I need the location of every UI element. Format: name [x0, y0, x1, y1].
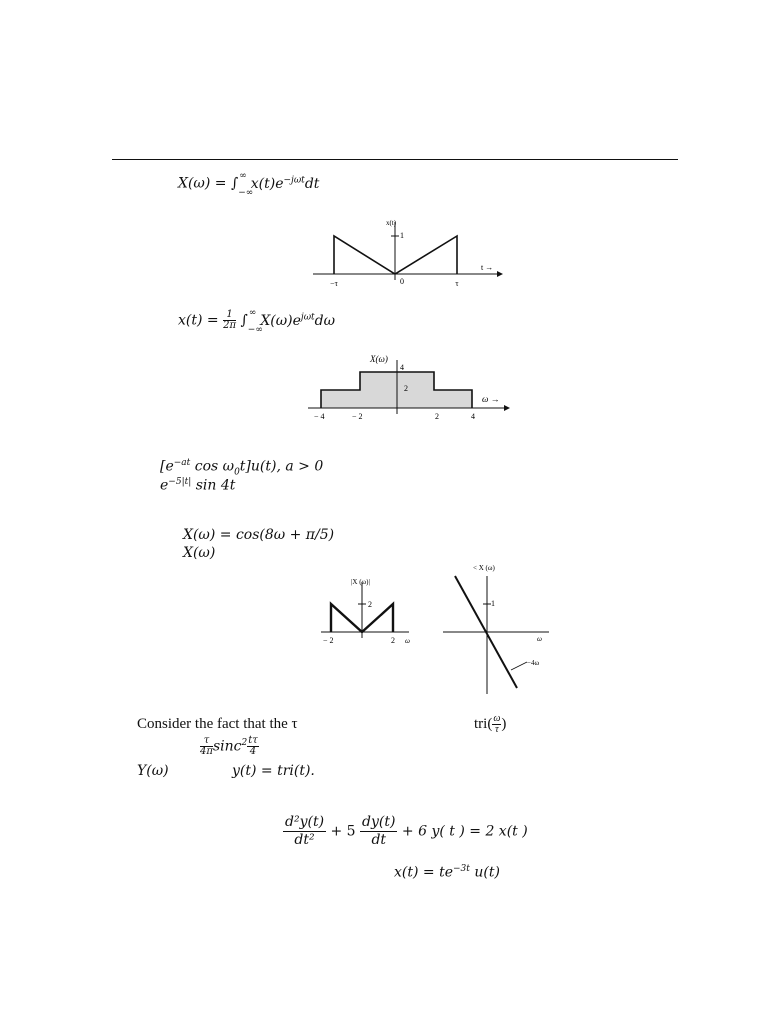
inverse-lhs: x(t) = [178, 312, 219, 329]
fig1-right-tick: τ [455, 279, 459, 288]
phase-label: < X (ω) [473, 564, 495, 572]
one-over-2pi: $\frac{1}{2\pi}$ [223, 309, 237, 331]
fig1-ylabel: x(t) [385, 219, 397, 227]
mag-label: |X (ω)| [351, 578, 370, 586]
input-signal-equation: $x(t) = te^{-3t}$ u(t) [394, 864, 500, 881]
X-omega-label: X(ω) [183, 545, 216, 561]
fig2-ylabel: X(ω) [370, 354, 388, 364]
mag-right-tick: 2 [391, 636, 395, 645]
signal-equation-1: [$e^{-at}$ $\cos \omega_0t]u(t)$, a > 0 [160, 458, 324, 478]
horizontal-rule [112, 159, 678, 160]
fourier-transform-equation: $X(\omega) = \int_{-\infty}^\infty$ $x(t)e^{-j\omega t}dt$ [178, 171, 320, 199]
phase-omega: ω [537, 635, 542, 643]
sinc-expression: $\frac{\tau}{4\pi}$ sinc$^2$ $\frac{t\tau}{4}$ [200, 735, 258, 757]
fig1-peak-label: 1 [400, 231, 404, 240]
signal-equation-2: $e^{-5|t|}$ sin 4t [160, 477, 236, 494]
fig1-left-tick: −τ [330, 279, 338, 288]
tri-omega-over-tau: tri( $\frac{\omega}{\tau}$ ) [474, 713, 507, 735]
fig1-origin-label: 0 [400, 277, 404, 286]
differential-equation: $\frac{\text{d²y(t)}}{\text{dt²}}$ + 5 $\frac{dy(t)}{dt}$ + 6 y( t ) = 2 x(t ) [285, 814, 528, 848]
fig1-xlabel: t → [481, 263, 494, 272]
inverse-fourier-equation: x(t) = $\frac{1}{2\pi}$ $\int_{-\infty}^\infty$ $X(\omega)e^{j\omega t}d\omega$ [178, 307, 336, 336]
consider-text: Consider the fact that the τ [137, 716, 298, 732]
mag-left-tick: − 2 [323, 636, 334, 645]
figure-x-of-t [307, 214, 507, 290]
mag-omega: ω [405, 637, 410, 645]
X-cos-equation: X(ω) = cos(8ω + π/5) [183, 527, 335, 543]
phase-one: 1 [491, 599, 495, 608]
fig2-top-label: 4 [400, 363, 404, 372]
fig2-tick-4: 4 [471, 412, 475, 421]
magnitude-plot [321, 578, 410, 645]
phase-slope-label: −4ω [527, 659, 540, 667]
y-tri-equation: y(t) = tri(t). [232, 763, 315, 779]
phase-plot [443, 564, 549, 694]
figure-X-of-omega-steps [308, 352, 514, 424]
fig2-tick-neg4: − 4 [314, 412, 325, 421]
figure-magnitude-phase [313, 562, 553, 696]
fig2-tick-2: 2 [435, 412, 439, 421]
fig2-tick-neg2: − 2 [352, 412, 363, 421]
Y-omega-label: Y(ω) [137, 763, 169, 779]
fig2-xlabel: ω → [482, 394, 500, 404]
mag-peak: 2 [368, 600, 372, 609]
fig2-mid-label: 2 [404, 384, 408, 393]
